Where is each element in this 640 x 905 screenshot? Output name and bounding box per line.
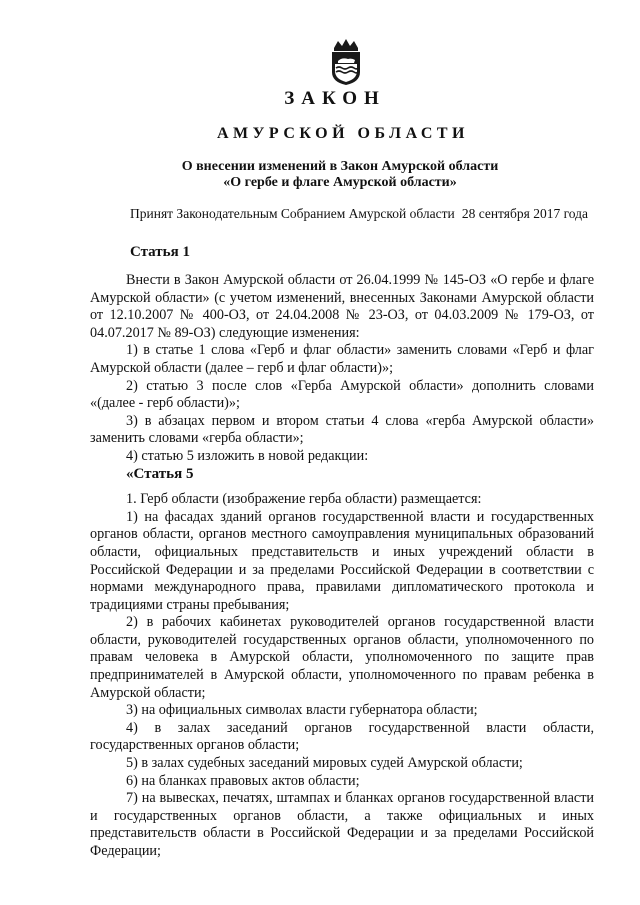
amendment-item-4: 4) статью 5 изложить в новой редакции: (126, 447, 369, 464)
document-region-title: АМУРСКОЙ ОБЛАСТИ (217, 125, 469, 142)
article-intro: Внести в Закон Амурской области от 26.04.1999 № 145-ОЗ «О гербе и флаге Амурской области» (с учетом изменений, внесенных Законами Амурской области от 12.10.2007 № 400-ОЗ, от 24.04.2008 № 23-ОЗ, от 04.03.2009 № 179-ОЗ, от 04.07.2017 № 89-ОЗ) следующие изменения: (90, 272, 594, 341)
document-subtitle (0, 159, 640, 191)
placement-item-6: 6) на бланках правовых актов области; (126, 772, 360, 789)
placement-item-7: 7) на вывесках, печатях, штампах и бланках органов государственной власти и государственных органов области, а также официальных и иных представительств области в Российской Федерации и за пределами Российской Федерации; (90, 790, 594, 859)
new-article-heading: «Статья 5 (126, 465, 194, 482)
amendment-item-2: 2) статью 3 после слов «Герба Амурской области» дополнить словами «(далее - герб области)»; (90, 377, 594, 412)
coat-of-arms-icon (324, 38, 368, 86)
document-title: ЗАКОН (284, 88, 386, 109)
adoption-date: 28 сентября 2017 года (461, 206, 588, 221)
amendment-item-3: 3) в абзацах первом и втором статьи 4 слова «герба Амурской области» заменить словами «герба области»; (90, 412, 594, 447)
adopted-by: Принят Законодательным Собранием Амурской области (130, 206, 455, 221)
adoption-line (130, 206, 588, 222)
placement-item-2: 2) в рабочих кабинетах руководителей органов государственной власти области, руководителей государственных органов области, уполномоченного по правам человека в Амурской области, уполномоченного по защите прав предпринимателей в Амурской области, уполномоченного по правам ребенка в Амурской области; (90, 614, 594, 701)
new-article-paragraph-1: 1. Герб области (изображение герба области) размещается: (126, 491, 482, 508)
placement-item-3: 3) на официальных символах власти губернатора области; (126, 702, 478, 719)
subtitle-line-2: «О гербе и флаге Амурской области» (223, 175, 457, 190)
article-heading: Статья 1 (130, 244, 190, 260)
subtitle-line-1: О внесении изменений в Закон Амурской области (181, 159, 499, 174)
placement-item-4: 4) в залах заседаний органов государственной власти области, государственных органов области; (90, 719, 594, 754)
placement-item-5: 5) в залах судебных заседаний мировых судей Амурской области; (126, 755, 523, 772)
placement-item-1: 1) на фасадах зданий органов государственной власти и государственных органов области, органов местного самоуправления муниципальных образований области, официальных представительств и иных учреждений области в Российской Федерации и за пределами Российской Федерации в соответствии с нормами международного права, правилами дипломатического протокола и традициями страны пребывания; (90, 508, 594, 613)
article-body (90, 272, 594, 861)
amendment-item-1: 1) в статье 1 слова «Герб и флаг области» заменить словами «Герб и флаг Амурской области (далее – герб и флаг области)»; (90, 342, 594, 376)
